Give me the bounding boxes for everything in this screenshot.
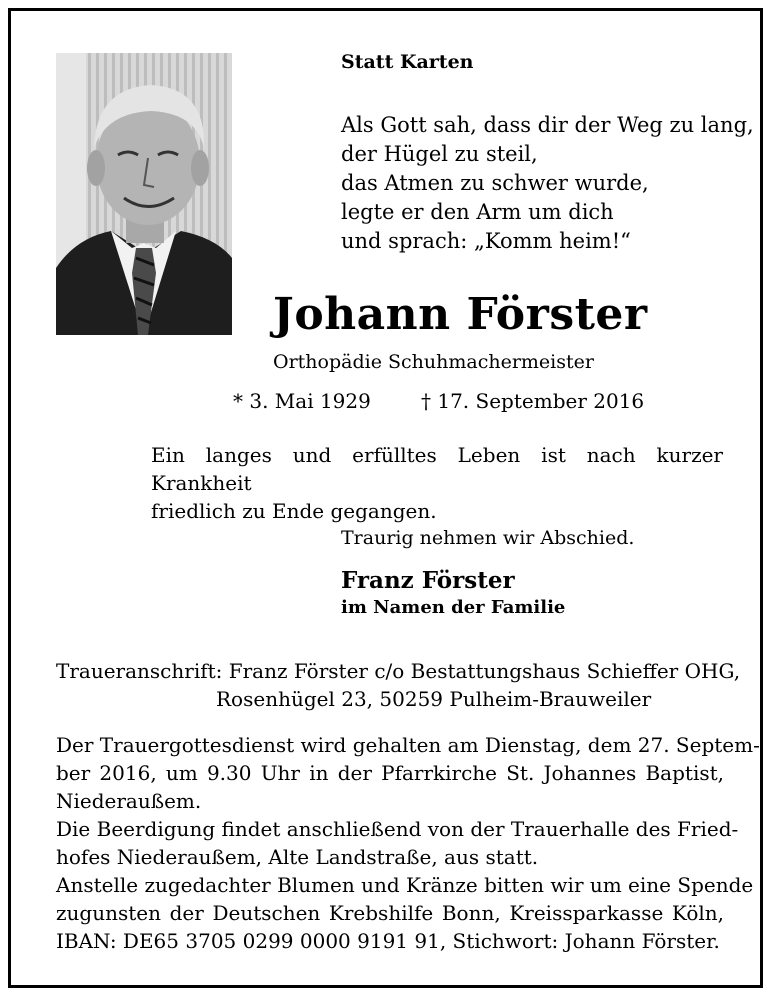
deceased-profession: Orthopädie Schuhmachermeister (273, 351, 594, 373)
poem-line: das Atmen zu schwer wurde, (341, 171, 649, 195)
deceased-name: Johann Förster (273, 289, 648, 340)
service-details (56, 731, 760, 955)
statt-karten-label: Statt Karten (341, 51, 474, 73)
poem-line: und sprach: „Komm heim!“ (341, 229, 631, 253)
message-line: Ein langes und erfülltes Leben ist nach kurzer Krankheit (151, 443, 723, 495)
life-message (151, 441, 723, 525)
signer-name: Franz Förster (341, 567, 515, 594)
details-line: hofes Niederaußem, Alte Landstraße, aus statt. (56, 845, 539, 869)
poem-line: Als Gott sah, dass dir der Weg zu lang, (341, 113, 754, 137)
mourning-address-line: Traueranschrift: Franz Förster c/o Bestattungshaus Schieffer OHG, (56, 659, 741, 683)
details-line: zugunsten der Deutschen Krebshilfe Bonn, Kreissparkasse Köln, (56, 901, 724, 925)
signer-subtitle: im Namen der Familie (341, 597, 566, 618)
poem-line: legte er den Arm um dich (341, 200, 614, 224)
details-line: ber 2016, um 9.30 Uhr in der Pfarrkirche St. Johannes Baptist, (56, 761, 724, 785)
obituary-notice (8, 8, 763, 988)
birth-date: * 3. Mai 1929 (233, 389, 371, 413)
message-line: friedlich zu Ende gegangen. (151, 499, 437, 523)
poem-line: der Hügel zu steil, (341, 142, 538, 166)
details-line: Der Trauergottesdienst wird gehalten am Dienstag, dem 27. Septem- (56, 733, 760, 757)
death-date: † 17. September 2016 (421, 389, 645, 413)
details-line: Die Beerdigung findet anschließend von der Trauerhalle des Fried- (56, 817, 739, 841)
details-line: IBAN: DE65 3705 0299 0000 9191 91, Stichwort: Johann Förster. (56, 929, 720, 953)
poem (341, 111, 754, 256)
details-line: Niederaußem. (56, 789, 202, 813)
details-line: Anstelle zugedachter Blumen und Kränze bitten wir um eine Spende (56, 873, 754, 897)
mourning-address-line: Rosenhügel 23, 50259 Pulheim-Brauweiler (216, 687, 652, 711)
portrait-photo (56, 53, 232, 335)
farewell-text: Traurig nehmen wir Abschied. (341, 527, 635, 549)
